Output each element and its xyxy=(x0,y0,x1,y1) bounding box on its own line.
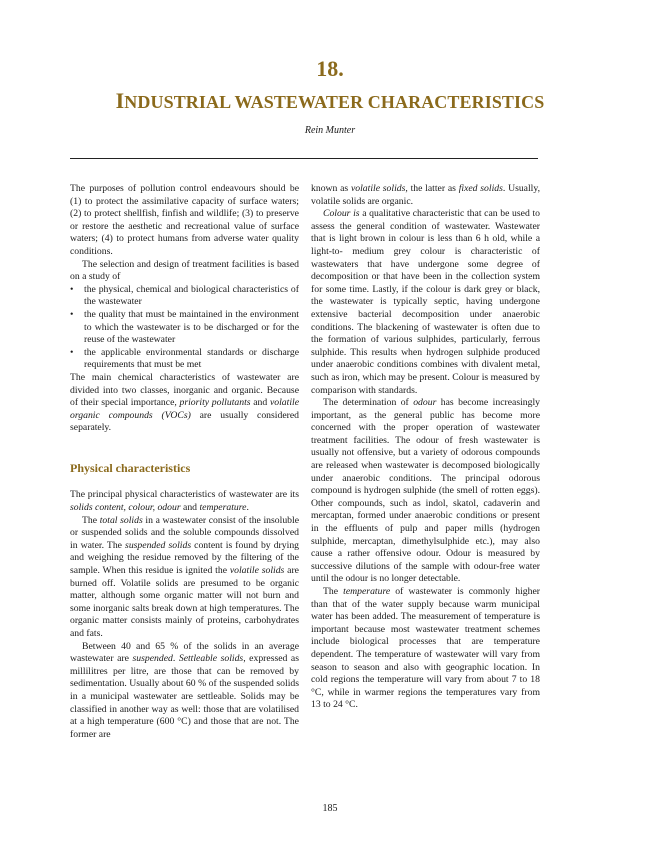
chapter-title-rest: NDUSTRIAL WASTEWATER CHARACTERISTICS xyxy=(124,92,545,112)
chapter-title-initial: I xyxy=(115,88,125,113)
left-column xyxy=(70,183,299,741)
solids-continuation-paragraph: known as volatile solids, the latter as fixed solids. Usually, volatile solids are organic. xyxy=(311,183,541,207)
chapter-number: 18. xyxy=(316,56,344,81)
chemical-paragraph: The main chemical characteristics of wastewater are divided into two classes, inorganic and organic. Because of their special importance, priority pollutants and volatile organic compounds (VOCs) are usually considered separately. xyxy=(70,371,300,434)
bullet-icon: • xyxy=(70,308,74,320)
temperature-paragraph: The temperature of wastewater is commonly higher than that of the water supply because warm municipal water has been added. The measurement of temperature is important because most wastewater treatment schemes include biological processes that are temperature dependent. The temperature of wastewater will vary from season to season and also with geographic location. In cold regions the temperature will vary from about 7 to 18 °C, while in warmer regions the temperatures vary from 13 to 24 °C. xyxy=(311,586,540,711)
colour-paragraph: Colour is a qualitative characteristic that can be used to assess the general condition of wastewater. Wastewater that is light brown in colour is less than 6 h old, while a light-to- medium grey colour is characteristic of wastewaters that have undergone some degree of decomposition or that have been in the collection system for some time. Lastly, if the colour is dark grey or black, the wastewater is typically septic, having undergone extensive bacterial decomposition under anaerobic conditions. The blackening of wastewater is often due to the formation of various sulphides, particularly, ferrous sulphide. This results when hydrogen sulphide produced under anaerobic conditions combines with divalent metal, such as iron, which may be present. Colour is measured by comparison with standards. xyxy=(311,208,540,396)
list-item-text: the physical, chemical and biological characteristics of the wastewater xyxy=(84,283,299,308)
right-column xyxy=(311,183,540,712)
list-item-text: the quality that must be maintained in the environment to which the wastewater is to be discharged or for the reuse of the wastewater xyxy=(84,308,299,346)
chapter-title xyxy=(0,88,660,114)
author-name: Rein Munter xyxy=(304,125,356,136)
bullet-icon: • xyxy=(70,346,74,358)
suspended-solids-paragraph: Between 40 and 65 % of the solids in an average wastewater are suspended. Settleable solids, expressed as millilitres per litre, are those that can be removed by sedimentation. Usually about 60 % of the suspended solids in a municipal wastewater are settleable. Solids may be classified in another way as well: those that are volatilised at a high temperature (600 °C) and those that are not. The former are xyxy=(70,640,299,740)
selection-paragraph: The selection and design of treatment facilities is based on a study of xyxy=(70,258,299,283)
intro-paragraph: The purposes of pollution control endeavours should be (1) to protect the assimilative capacity of surface waters; (2) to protect shellfish, finfish and wildlife; (3) to preserve or restore the aesthetic and recreational value of surface waters; (4) to protect humans from adverse water quality conditions. xyxy=(70,183,299,257)
physical-paragraph: The principal physical characteristics of wastewater are its solids content, colour, odour and temperature. xyxy=(70,489,299,514)
total-solids-paragraph: The total solids in a wastewater consist of the insoluble or suspended solids and the soluble compounds dissolved in water. The suspended solids content is found by drying and weighing the residue removed by the filtering of the sample. When this residue is ignited the volatile solids are burned off. Volatile solids are presumed to be organic matter, although some organic matter will not burn and some inorganic salts break down at high temperatures. The organic matter consists mainly of proteins, carbohydrates and fats. xyxy=(70,514,300,639)
bullet-icon: • xyxy=(70,283,74,295)
study-basis-list xyxy=(70,284,299,372)
header-divider xyxy=(70,158,538,159)
list-item-text: the applicable environmental standards or discharge requirements that must be met xyxy=(84,346,299,371)
odour-paragraph: The determination of odour has become increasingly important, as the general public has become more concerned with the proper operation of wastewater treatment facilities. The odour of fresh wastewater is usually not offensive, but a variety of odorous compounds are released when wastewater is decomposed biologically under anaerobic conditions. The principal odorous compound is hydrogen sulphide (the smell of rotten eggs). Other compounds, such as indol, skatol, cadaverin and mercaptan, formed under anaerobic conditions or present in the effluents of pulp and paper mills (hydrogen sulphide, mercaptan, dimethylsulphide etc.), may also cause a rather offensive odour. Odour is measured by successive dilutions of the sample with odour-free water until the odour is no longer detectable. xyxy=(311,397,540,585)
section-heading-physical: Physical characteristics xyxy=(70,460,191,475)
list-item xyxy=(70,309,299,347)
page-number: 185 xyxy=(322,803,338,814)
list-item xyxy=(70,284,299,309)
list-item xyxy=(70,347,299,372)
